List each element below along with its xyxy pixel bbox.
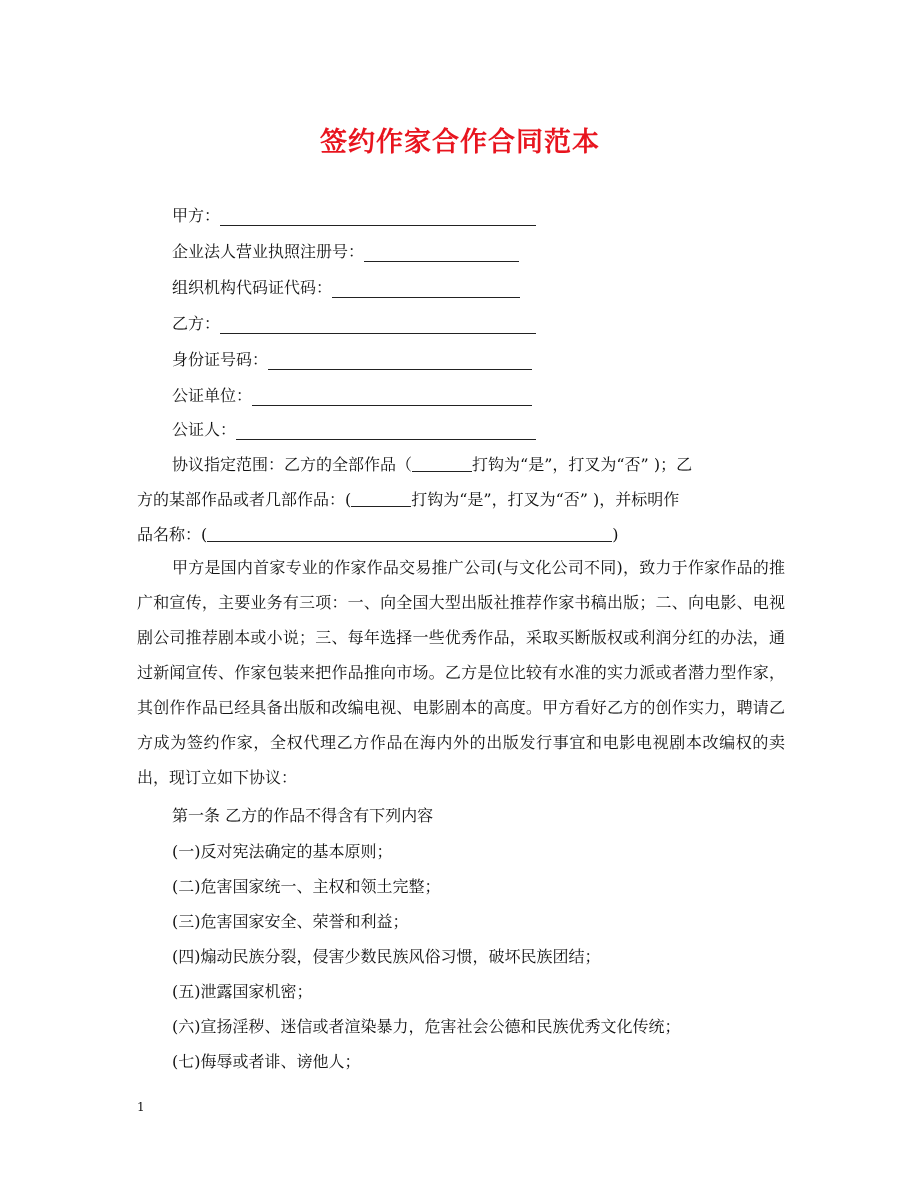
party-a-label: 甲方： [172,206,221,225]
org-code-field [172,278,520,298]
party-b-label: 乙方： [172,314,221,333]
scope-line-3-end: ) [612,525,619,544]
scope-line-2-start: 方的某部作品或者几部作品：( [137,490,352,509]
notary-person-blank[interactable] [236,423,536,440]
business-license-field [172,242,519,262]
party-b-blank[interactable] [220,317,536,334]
org-code-label: 组织机构代码证代码： [172,278,333,297]
notary-office-field [172,386,532,406]
clause-item: (三)危害国家安全、荣誉和利益； [172,912,409,931]
scope-line-2-end: 打钩为“是”，打叉为“否” )，并标明作 [411,490,680,509]
scope-line-3-start: 品名称：( [137,525,208,544]
party-b-field [172,314,536,334]
scope-line-1 [172,455,692,475]
all-works-blank[interactable] [412,456,472,472]
clause-item: (五)泄露国家机密； [172,982,313,1001]
party-a-field [172,206,536,226]
some-works-blank[interactable] [351,491,411,507]
scope-line-1-start: 协议指定范围：乙方的全部作品（ [172,455,413,474]
business-license-blank[interactable] [364,245,519,262]
id-number-field [172,350,532,370]
scope-line-1-end: 打钩为“是”，打叉为“否” )；乙 [472,455,693,474]
notary-office-blank[interactable] [252,389,532,406]
work-name-blank[interactable] [207,526,612,542]
article-1-heading: 第一条 乙方的作品不得含有下列内容 [172,806,434,825]
id-number-label: 身份证号码： [172,350,269,369]
document-title: 签约作家合作合同范本 [320,127,600,158]
clause-item: (七)侮辱或者诽、谤他人； [172,1052,361,1071]
notary-person-label: 公证人： [172,420,237,439]
clause-item: (二)危害国家统一、主权和领土完整； [172,877,441,896]
scope-line-3 [137,525,619,545]
clause-item: (六)宣扬淫秽、迷信或者渲染暴力，危害社会公德和民族优秀文化传统； [172,1017,681,1036]
scope-line-2 [137,490,679,510]
party-a-blank[interactable] [220,209,536,226]
notary-office-label: 公证单位： [172,386,253,405]
org-code-blank[interactable] [332,281,520,298]
id-number-blank[interactable] [268,353,532,370]
clause-item: (四)煽动民族分裂，侵害少数民族风俗习惯，破坏民族团结； [172,947,601,966]
page-number: 1 [137,1100,145,1114]
clause-item: (一)反对宪法确定的基本原则； [172,842,393,861]
notary-person-field [172,420,536,440]
business-license-label: 企业法人营业执照注册号： [172,242,365,261]
intro-paragraph: 甲方是国内首家专业的作家作品交易推广公司(与文化公司不同)，致力于作家作品的推广和宣传，主要业务有三项：一、向全国大型出版社推荐作家书稿出版；二、向电影、电视剧公司推荐剧本或小说；三、每年选择一些优秀作品，采取买断版权或利润分红的办法，通过新闻宣传、作家包装来把作品推向市场。乙方是位比较有水准的实力派或者潜力型作家，其创作作品已经具备出版和改编电视、电影剧本的高度。甲方看好乙方的创作实力，聘请乙方成为签约作家，全权代理乙方作品在海内外的出版发行事宜和电影电视剧本改编权的卖出，现订立如下协议： [137,558,785,787]
